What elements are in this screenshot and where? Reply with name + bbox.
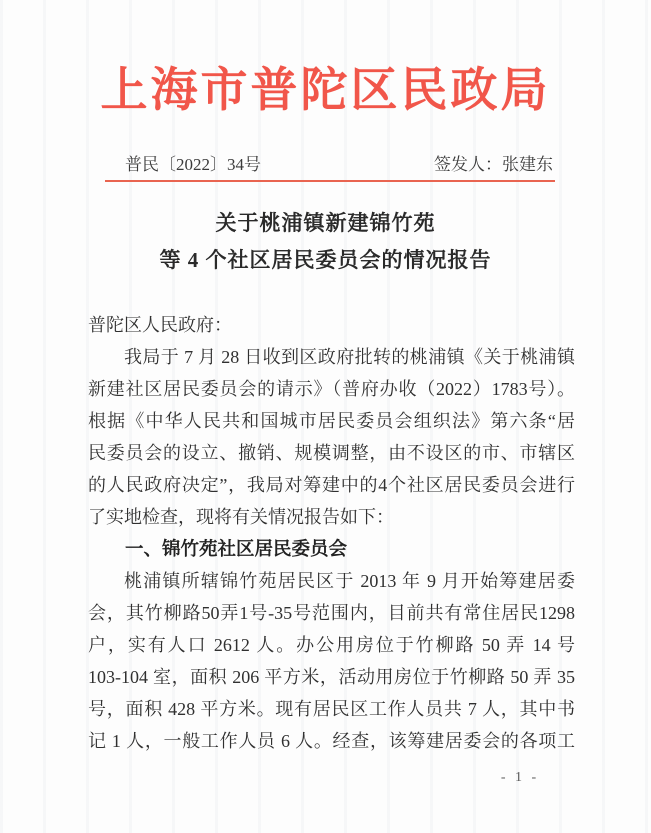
body-line: 103-104 室，面积 206 平方米，活动用房位于竹柳路 50 弄 35 [88,667,575,687]
body-line: 桃浦镇所辖锦竹苑居民区于 2013 年 9 月开始筹建居委 [124,571,575,591]
body-line: 的人民政府决定”，我局对筹建中的4个社区居民委员会进行 [88,475,575,495]
document-body [88,309,575,757]
body-line: 民委员会的设立、撤销、规模调整，由不设区的市、市辖区 [88,443,575,463]
document-title-line1: 关于桃浦镇新建锦竹苑 [215,211,436,235]
body-line: 根据《中华人民共和国城市居民委员会组织法》第六条“居 [88,411,575,431]
signer-label: 签发人： [434,154,502,174]
document-meta-row [125,150,553,174]
body-line: 普陀区人民政府： [88,315,232,335]
body-line: 了实地检查，现将有关情况报告如下： [88,507,394,527]
body-line: 我局于 7 月 28 日收到区政府批转的桃浦镇《关于桃浦镇 [124,347,575,367]
agency-name-header: 上海市普陀区民政局 [100,65,551,117]
body-line: 户，实有人口 2612 人。办公用房位于竹柳路 50 弄 14 号 [88,635,575,655]
body-line: 号，面积 428 平方米。现有居民区工作人员共 7 人，其中书 [88,699,575,719]
signer-name: 张建东 [502,154,553,174]
body-line: 记 1 人，一般工作人员 6 人。经查，该筹建居委会的各项工 [88,731,575,751]
body-line: 会，其竹柳路50弄1号-35号范围内，目前共有常住居民1298 [88,603,575,623]
header-divider-line [105,180,555,182]
document-title-line2: 等 4 个社区居民委员会的情况报告 [159,248,492,272]
document-title [0,205,651,279]
document-number: 普民〔2022〕34号 [125,154,261,174]
signer [434,150,553,175]
body-line: 新建社区居民委员会的请示》（普府办收（2022）1783号）。 [88,379,575,399]
section-heading: 一、锦竹苑社区居民委员会 [125,538,348,559]
page-number: - 1 - [500,770,540,785]
